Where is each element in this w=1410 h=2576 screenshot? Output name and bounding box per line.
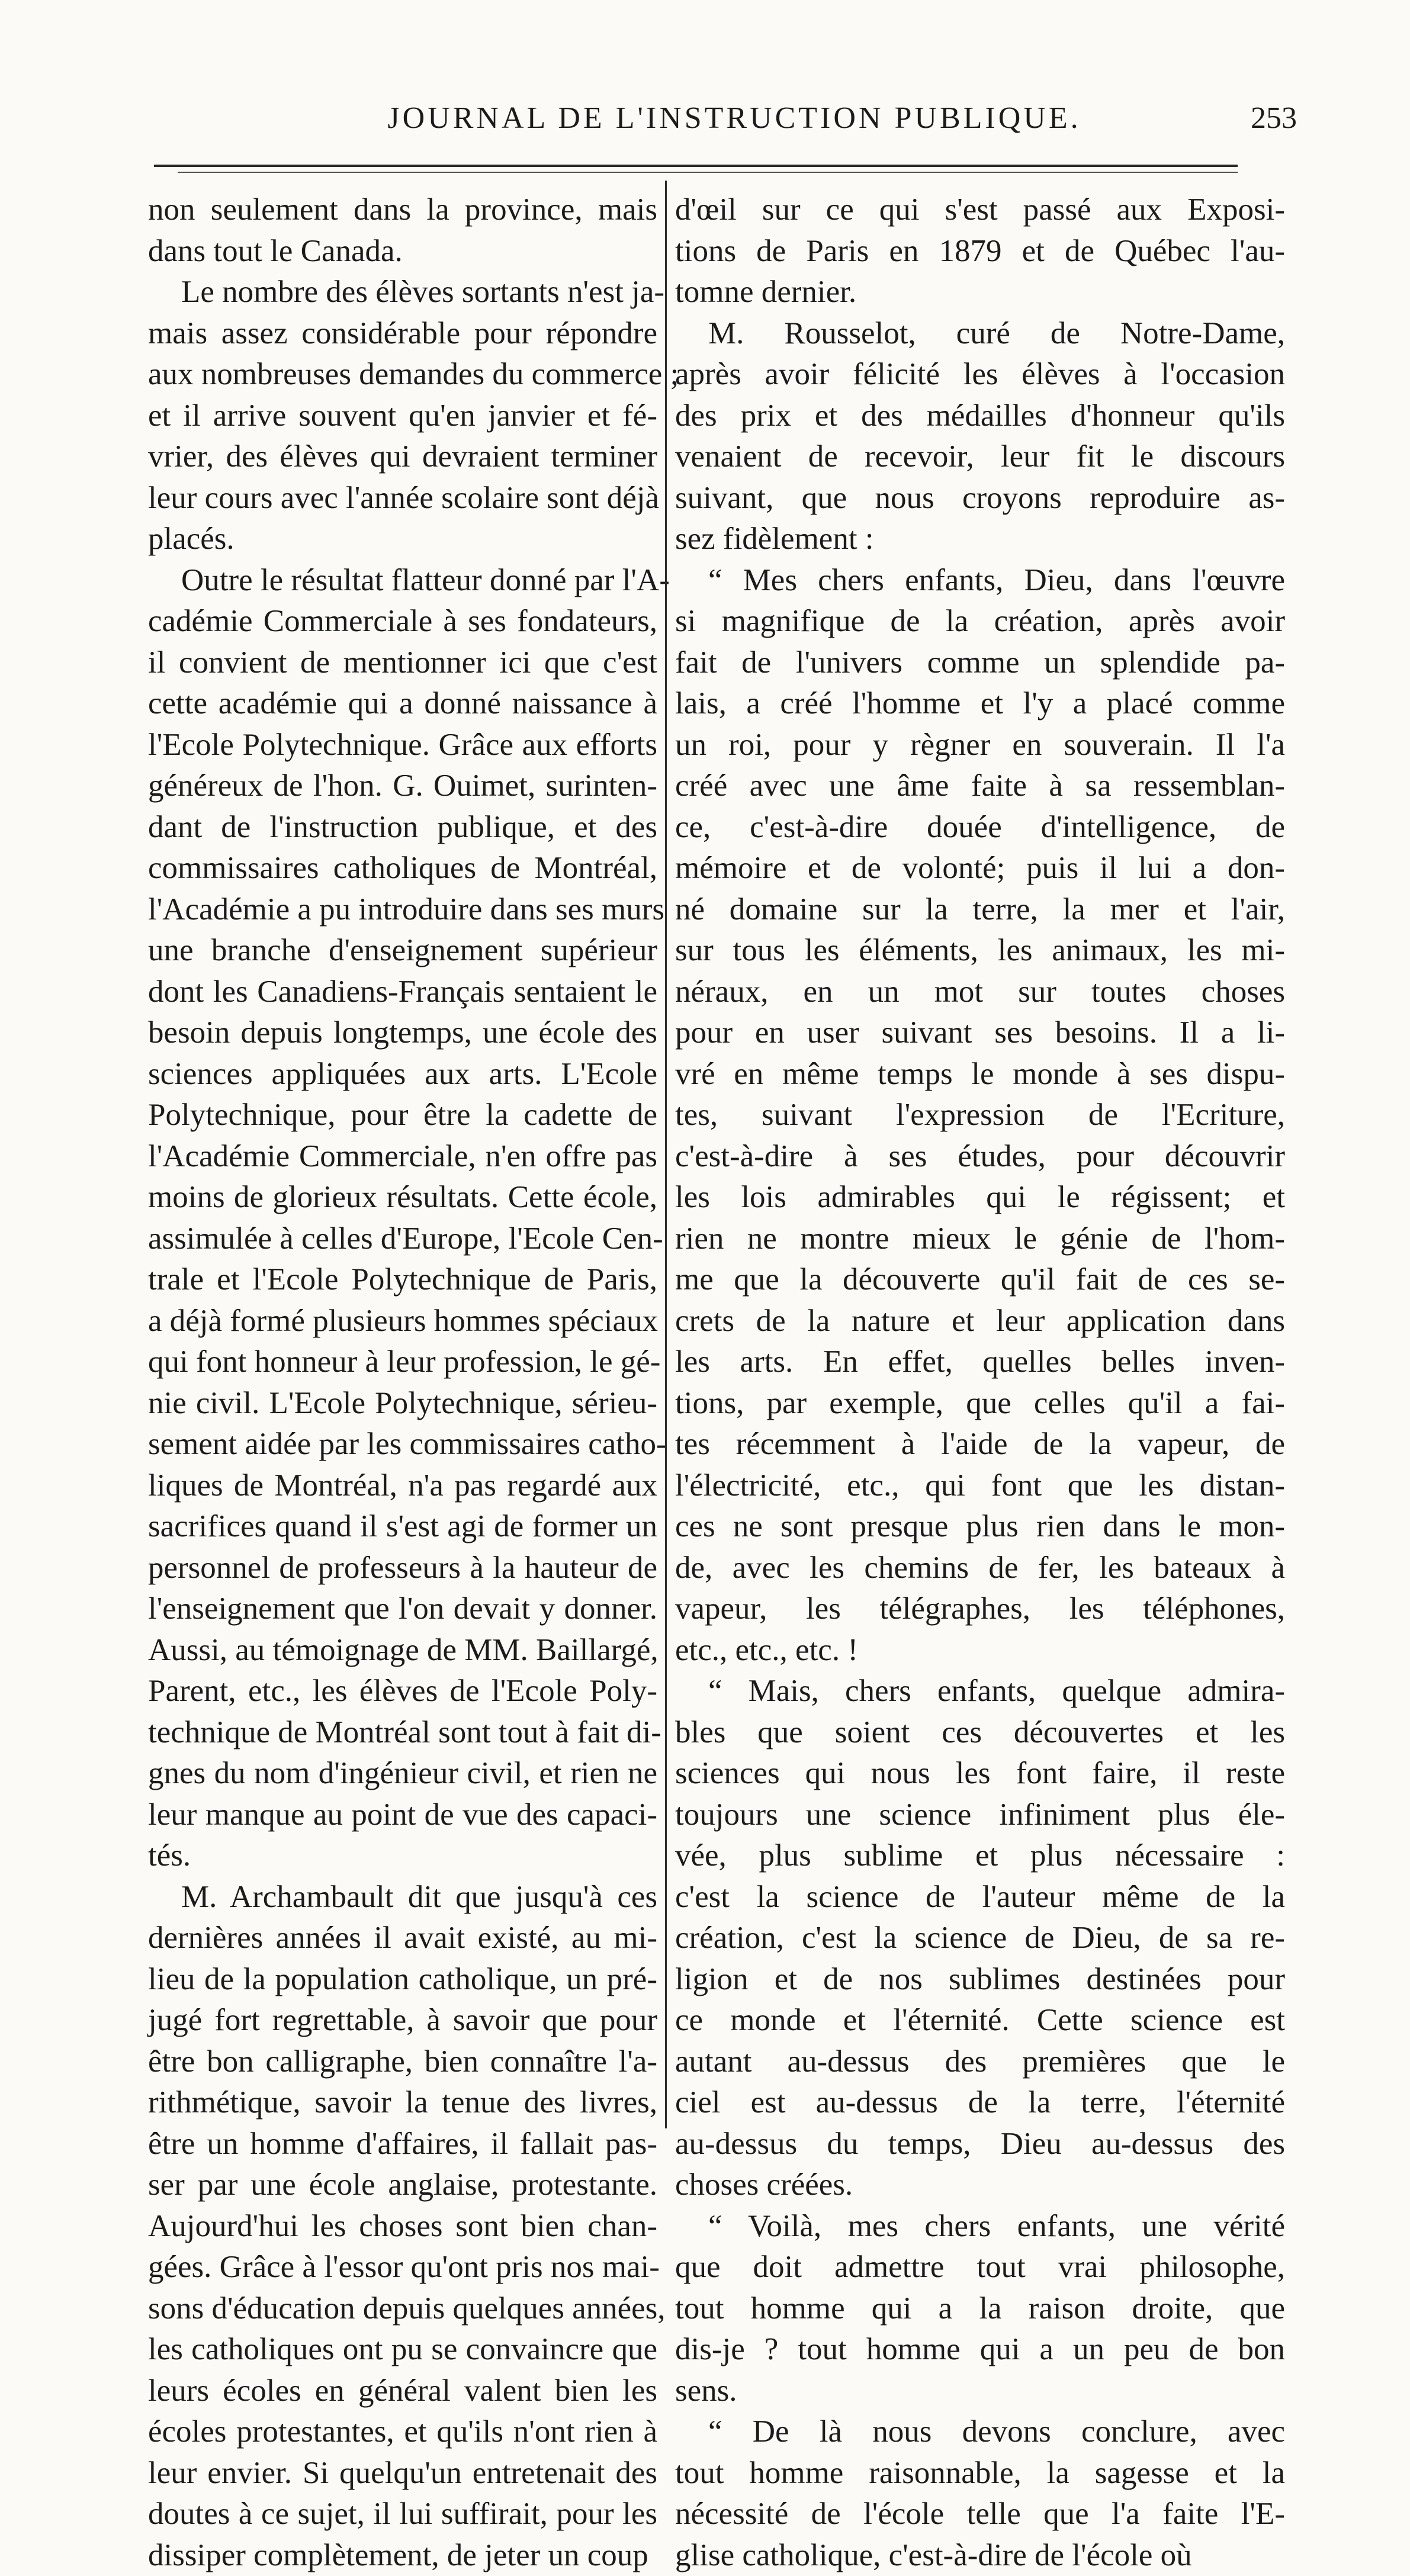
text-line: les lois admirables qui le régissent; et — [675, 1177, 1285, 1218]
text-line: leur manque au point de vue des capaci- — [148, 1794, 657, 1836]
text-line: c'est-à-dire à ses études, pour découvrir — [675, 1136, 1285, 1178]
text-line: sons d'éducation depuis quelques années, — [148, 2288, 657, 2330]
text-line: placés. — [148, 519, 657, 560]
text-line: leur cours avec l'année scolaire sont déjà — [148, 478, 657, 519]
text-line: né domaine sur la terre, la mer et l'air, — [675, 889, 1285, 931]
text-line: rithmétique, savoir la tenue des livres, — [148, 2082, 657, 2124]
text-line: dernières années il avait existé, au mi- — [148, 1918, 657, 1959]
running-head: JOURNAL DE L'INSTRUCTION PUBLIQUE. — [320, 101, 1149, 136]
text-line: généreux de l'hon. G. Ouimet, surinten- — [148, 766, 657, 807]
text-line: liques de Montréal, n'a pas regardé aux — [148, 1465, 657, 1507]
text-line: “ Voilà, mes chers enfants, une vérité — [675, 2206, 1285, 2247]
page-header — [178, 101, 1303, 160]
text-line: nie civil. L'Ecole Polytechnique, sérieu- — [148, 1383, 657, 1424]
text-line: tions, par exemple, que celles qu'il a fai- — [675, 1383, 1285, 1424]
text-line: cadémie Commerciale à ses fondateurs, — [148, 601, 657, 642]
text-line: créé avec une âme faite à sa ressemblan- — [675, 766, 1285, 807]
text-line: vée, plus sublime et plus nécessaire : — [675, 1835, 1285, 1877]
text-line: besoin depuis longtemps, une école des — [148, 1012, 657, 1054]
text-line: commissaires catholiques de Montréal, — [148, 848, 657, 889]
text-line: une branche d'enseignement supérieur — [148, 930, 657, 972]
text-line: écoles protestantes, et qu'ils n'ont rien à — [148, 2411, 657, 2453]
text-line: M. Archambault dit que jusqu'à ces — [148, 1877, 657, 1918]
text-line: fait de l'univers comme un splendide pa- — [675, 642, 1285, 684]
text-line: il convient de mentionner ici que c'est — [148, 642, 657, 684]
text-line: Polytechnique, pour être la cadette de — [148, 1095, 657, 1136]
right-column — [675, 189, 1285, 2114]
text-line: l'Académie Commerciale, n'en offre pas — [148, 1136, 657, 1178]
text-line: et il arrive souvent qu'en janvier et fé- — [148, 395, 657, 437]
text-line: “ De là nous devons conclure, avec — [675, 2411, 1285, 2453]
page-number: 253 — [1251, 101, 1297, 136]
text-line: vrier, des élèves qui devraient terminer — [148, 436, 657, 478]
text-line: autant au-dessus des premières que le — [675, 2041, 1285, 2083]
text-line: jugé fort regrettable, à savoir que pour — [148, 2000, 657, 2041]
text-line: “ Mais, chers enfants, quelque admira- — [675, 1671, 1285, 1712]
text-line: être bon calligraphe, bien connaître l'a- — [148, 2041, 657, 2083]
text-line: Le nombre des élèves sortants n'est ja- — [148, 272, 657, 313]
header-rule — [154, 165, 1238, 167]
text-line: ligion et de nos sublimes destinées pour — [675, 1959, 1285, 2001]
text-line: tes, suivant l'expression de l'Ecriture, — [675, 1095, 1285, 1136]
text-line: aux nombreuses demandes du commerce ; — [148, 354, 657, 395]
text-line: gnes du nom d'ingénieur civil, et rien ne — [148, 1753, 657, 1794]
text-line: assimulée à celles d'Europe, l'Ecole Cen- — [148, 1218, 657, 1260]
text-line: les catholiques ont pu se convaincre que — [148, 2329, 657, 2371]
text-line: tes récemment à l'aide de la vapeur, de — [675, 1424, 1285, 1465]
text-line: tout homme qui a la raison droite, que — [675, 2288, 1285, 2330]
text-line: ser par une école anglaise, protestante. — [148, 2165, 657, 2206]
text-line: si magnifique de la création, après avoir — [675, 601, 1285, 642]
text-line: néraux, en un mot sur toutes choses — [675, 972, 1285, 1013]
text-line: “ Mes chers enfants, Dieu, dans l'œuvre — [675, 560, 1285, 602]
text-line: Parent, etc., les élèves de l'Ecole Poly- — [148, 1671, 657, 1712]
text-line: sement aidée par les commissaires catho- — [148, 1424, 657, 1465]
text-line: Outre le résultat flatteur donné par l'A- — [148, 560, 657, 602]
text-line: qui font honneur à leur profession, le gé- — [148, 1342, 657, 1383]
text-line: des prix et des médailles d'honneur qu'ils — [675, 395, 1285, 437]
text-line: crets de la nature et leur application dans — [675, 1301, 1285, 1342]
text-line: tés. — [148, 1835, 657, 1877]
text-line: au-dessus du temps, Dieu au-dessus des — [675, 2124, 1285, 2165]
text-line: Aujourd'hui les choses sont bien chan- — [148, 2206, 657, 2247]
text-line: ce, c'est-à-dire douée d'intelligence, de — [675, 807, 1285, 848]
text-line: moins de glorieux résultats. Cette école, — [148, 1177, 657, 1218]
text-line: être un homme d'affaires, il fallait pas- — [148, 2124, 657, 2165]
text-line: tout homme raisonnable, la sagesse et la — [675, 2453, 1285, 2494]
text-line: dans tout le Canada. — [148, 231, 657, 272]
text-line: lais, a créé l'homme et l'y a placé comme — [675, 683, 1285, 725]
text-line: trale et l'Ecole Polytechnique de Paris, — [148, 1259, 657, 1301]
left-column — [148, 189, 657, 2114]
text-line: dis-je ? tout homme qui a un peu de bon — [675, 2329, 1285, 2371]
text-line: vapeur, les télégraphes, les téléphones, — [675, 1588, 1285, 1630]
text-line: que doit admettre tout vrai philosophe, — [675, 2247, 1285, 2288]
text-line: ces ne sont presque plus rien dans le mon- — [675, 1506, 1285, 1548]
text-line: glise catholique, c'est-à-dire de l'école où — [675, 2535, 1285, 2576]
text-line: venaient de recevoir, leur fit le discours — [675, 436, 1285, 478]
text-line: non seulement dans la province, mais — [148, 189, 657, 231]
text-line: tomne dernier. — [675, 272, 1285, 313]
text-line: me que la découverte qu'il fait de ces se- — [675, 1259, 1285, 1301]
text-line: dant de l'instruction publique, et des — [148, 807, 657, 848]
text-line: de, avec les chemins de fer, les bateaux à — [675, 1548, 1285, 1589]
text-line: sacrifices quand il s'est agi de former un — [148, 1506, 657, 1548]
text-line: les arts. En effet, quelles belles inven- — [675, 1342, 1285, 1383]
text-line: c'est la science de l'auteur même de la — [675, 1877, 1285, 1918]
text-line: technique de Montréal sont tout à fait di- — [148, 1712, 657, 1754]
text-line: ciel est au-dessus de la terre, l'éternité — [675, 2082, 1285, 2124]
text-line: mais assez considérable pour répondre — [148, 313, 657, 355]
text-line: dont les Canadiens-Français sentaient le — [148, 972, 657, 1013]
header-rule-thin — [178, 172, 1238, 173]
text-line: un roi, pour y règner en souverain. Il l'a — [675, 725, 1285, 766]
text-line: l'enseignement que l'on devait y donner. — [148, 1588, 657, 1630]
text-line: etc., etc., etc. ! — [675, 1630, 1285, 1671]
text-line: mémoire et de volonté; puis il lui a don- — [675, 848, 1285, 889]
text-line: sur tous les éléments, les animaux, les mi- — [675, 930, 1285, 972]
text-line: l'Ecole Polytechnique. Grâce aux efforts — [148, 725, 657, 766]
text-line: suivant, que nous croyons reproduire as- — [675, 478, 1285, 519]
text-line: après avoir félicité les élèves à l'occasion — [675, 354, 1285, 395]
text-line: d'œil sur ce qui s'est passé aux Exposi- — [675, 189, 1285, 231]
text-line: vré en même temps le monde à ses dispu- — [675, 1054, 1285, 1095]
text-line: l'électricité, etc., qui font que les distan- — [675, 1465, 1285, 1507]
text-line: sez fidèlement : — [675, 519, 1285, 560]
text-line: leur envier. Si quelqu'un entretenait des — [148, 2453, 657, 2494]
text-line: l'Académie a pu introduire dans ses murs — [148, 889, 657, 931]
text-line: choses créées. — [675, 2165, 1285, 2206]
text-line: cette académie qui a donné naissance à — [148, 683, 657, 725]
text-line: doutes à ce sujet, il lui suffirait, pour les — [148, 2494, 657, 2535]
text-line: rien ne montre mieux le génie de l'hom- — [675, 1218, 1285, 1260]
text-line: ce monde et l'éternité. Cette science est — [675, 2000, 1285, 2041]
text-line: lieu de la population catholique, un pré- — [148, 1959, 657, 2001]
text-line: tions de Paris en 1879 et de Québec l'au- — [675, 231, 1285, 272]
text-line: leurs écoles en général valent bien les — [148, 2371, 657, 2412]
column-divider — [665, 181, 667, 2128]
text-line: création, c'est la science de Dieu, de sa re- — [675, 1918, 1285, 1959]
text-line: sciences qui nous les font faire, il reste — [675, 1753, 1285, 1794]
text-line: M. Rousselot, curé de Notre-Dame, — [675, 313, 1285, 355]
text-line: bles que soient ces découvertes et les — [675, 1712, 1285, 1754]
text-line: gées. Grâce à l'essor qu'ont pris nos mai- — [148, 2247, 657, 2288]
text-line: toujours une science infiniment plus éle- — [675, 1794, 1285, 1836]
text-line: sens. — [675, 2371, 1285, 2412]
text-line: dissiper complètement, de jeter un coup — [148, 2535, 657, 2576]
text-line: Aussi, au témoignage de MM. Baillargé, — [148, 1630, 657, 1671]
text-line: nécessité de l'école telle que l'a faite l'E- — [675, 2494, 1285, 2535]
text-line: sciences appliquées aux arts. L'Ecole — [148, 1054, 657, 1095]
text-line: a déjà formé plusieurs hommes spéciaux — [148, 1301, 657, 1342]
text-line: pour en user suivant ses besoins. Il a li- — [675, 1012, 1285, 1054]
text-line: personnel de professeurs à la hauteur de — [148, 1548, 657, 1589]
